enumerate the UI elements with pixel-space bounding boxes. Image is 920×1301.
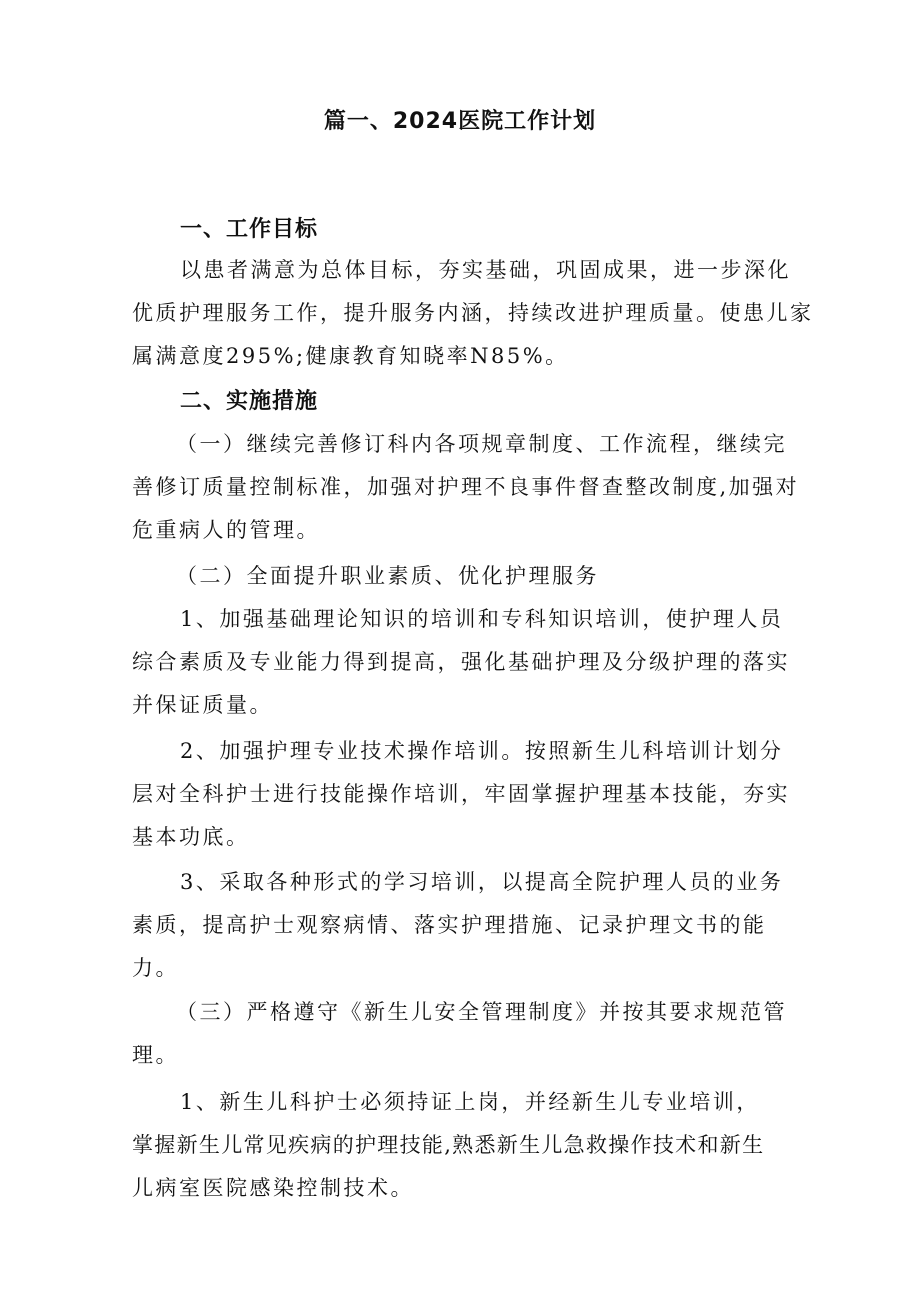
section-heading-goals: 一、工作目标 xyxy=(180,217,319,242)
paragraph-line: （一）继续完善修订科内各项规章制度、工作流程，继续完 xyxy=(176,432,787,456)
paragraph-line: （三）严格遵守《新生儿安全管理制度》并按其要求规范管 xyxy=(176,1000,787,1024)
paragraph-line: 2、加强护理专业技术操作培训。按照新生儿科培训计划分 xyxy=(180,739,784,763)
paragraph-line: 素质，提高护士观察病情、落实护理措施、记录护理文书的能 xyxy=(132,913,767,937)
paragraph-line: 并保证质量。 xyxy=(132,693,273,717)
paragraph-line: 儿病室医院感染控制技术。 xyxy=(132,1176,414,1200)
paragraph-line: 属满意度295%;健康教育知晓率N85%。 xyxy=(132,344,569,368)
paragraph-line: 3、采取各种形式的学习培训，以提高全院护理人员的业务 xyxy=(180,870,784,894)
paragraph-line: 1、加强基础理论知识的培训和专科知识培训，使护理人员 xyxy=(180,607,784,631)
paragraph-line: 优质护理服务工作，提升服务内涵，持续改进护理质量。使患儿家 xyxy=(132,301,814,325)
paragraph-line: （二）全面提升职业素质、优化护理服务 xyxy=(176,564,599,588)
paragraph-line: 善修订质量控制标准，加强对护理不良事件督查整改制度,加强对 xyxy=(132,475,800,499)
paragraph-line: 理。 xyxy=(132,1043,179,1067)
paragraph-line: 综合素质及专业能力得到提高，强化基础护理及分级护理的落实 xyxy=(132,650,790,674)
paragraph-line: 基本功底。 xyxy=(132,825,250,849)
paragraph-line: 层对全科护士进行技能操作培训，牢固掌握护理基本技能，夯实 xyxy=(132,782,790,806)
paragraph-line: 力。 xyxy=(132,956,179,980)
paragraph-line: 1、新生儿科护士必须持证上岗，并经新生儿专业培训， xyxy=(180,1090,760,1114)
paragraph-line: 以患者满意为总体目标，夯实基础，巩固成果，进一步深化 xyxy=(180,258,791,282)
paragraph-line: 掌握新生儿常见疾病的护理技能,熟悉新生儿急救操作技术和新生 xyxy=(132,1133,765,1157)
document-title: 篇一、2024医院工作计划 xyxy=(323,109,597,134)
paragraph-line: 危重病人的管理。 xyxy=(132,518,320,542)
section-heading-measures: 二、实施措施 xyxy=(180,389,319,414)
